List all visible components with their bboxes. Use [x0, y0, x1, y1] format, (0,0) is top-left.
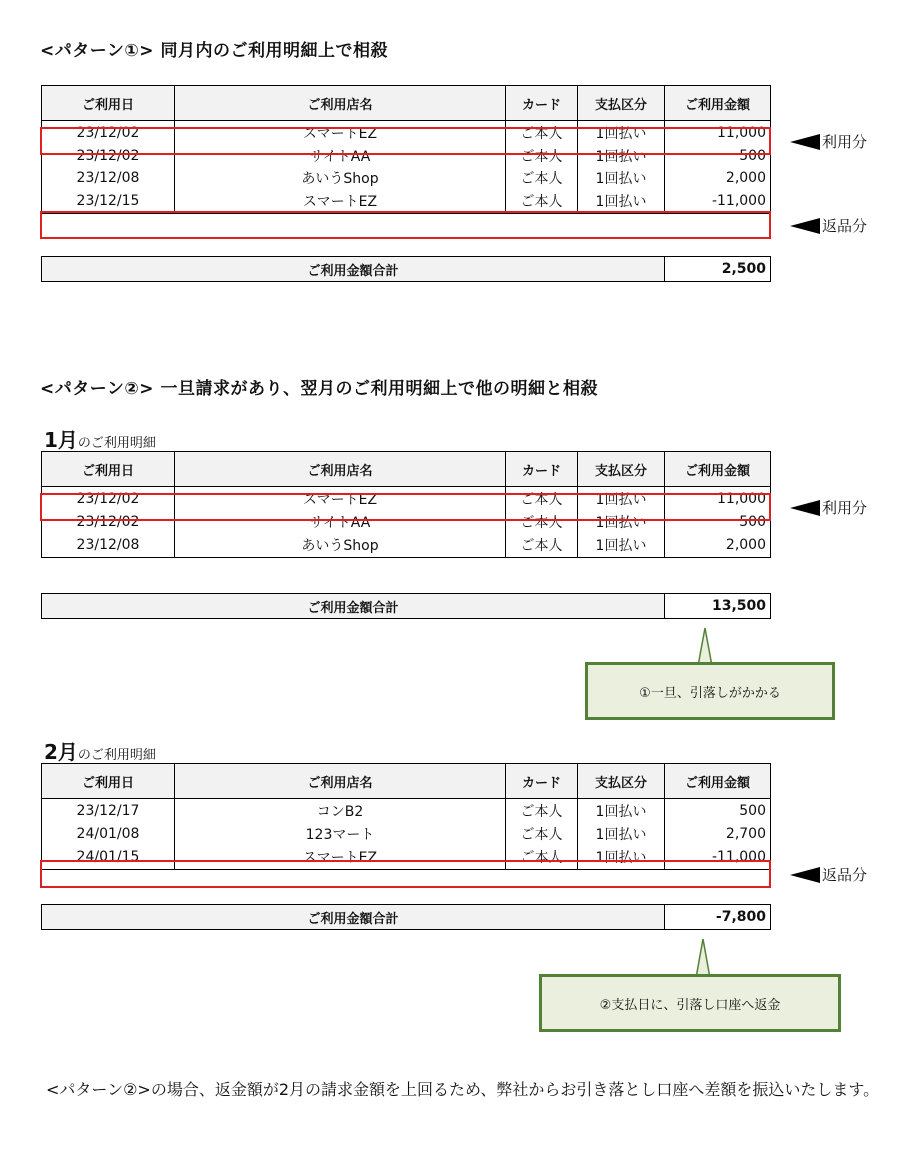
cell-store: 123マート [175, 823, 506, 845]
column-header-card: カード [506, 86, 578, 121]
pattern2-heading: <パターン②> 一旦請求があり、翌月のご利用明細上で他の明細と相殺 [40, 379, 598, 399]
table-row [42, 145, 771, 167]
total-value: 13,500 [665, 594, 771, 619]
highlight-return-row [40, 211, 771, 239]
table-row [42, 189, 771, 214]
cell-card: ご本人 [506, 487, 578, 512]
pattern1-statement-table [41, 85, 771, 214]
footer-note: <パターン②>の場合、返金額が2月の請求金額を上回るため、弊社からお引き落とし口座へ差額を振込いたします。 [46, 1080, 880, 1099]
table-row [42, 845, 771, 870]
column-header-date: ご利用日 [42, 764, 175, 799]
table-row [42, 121, 771, 146]
table-row [42, 799, 771, 824]
total-label: ご利用金額合計 [42, 594, 665, 619]
column-header-date: ご利用日 [42, 452, 175, 487]
cell-store: スマートEZ [175, 487, 506, 512]
left-arrow-icon [790, 134, 820, 150]
cell-store: あいうShop [175, 533, 506, 558]
feb-callout-box [539, 974, 841, 1032]
cell-date: 23/12/08 [42, 167, 175, 189]
table-row [42, 487, 771, 512]
cell-card: ご本人 [506, 823, 578, 845]
feb-title-suffix: のご利用明細 [77, 748, 156, 763]
jan-statement-title [44, 424, 156, 453]
cell-amount: 11,000 [665, 487, 771, 512]
column-header-store: ご利用店名 [175, 452, 506, 487]
cell-payment: 1回払い [578, 121, 665, 146]
feb-statement-title [44, 736, 156, 765]
cell-amount: -11,000 [665, 845, 771, 870]
jan-title-suffix: のご利用明細 [77, 436, 156, 451]
cell-date: 23/12/02 [42, 511, 175, 533]
column-header-store: ご利用店名 [175, 86, 506, 121]
cell-date: 24/01/15 [42, 845, 175, 870]
feb-callout-text: ②支払日に、引落し口座へ返金 [599, 997, 781, 1013]
use-marker [790, 497, 867, 518]
column-header-payment: 支払区分 [578, 86, 665, 121]
cell-payment: 1回払い [578, 511, 665, 533]
callout-pointer-icon [688, 938, 718, 978]
table-row [42, 533, 771, 558]
table-header-row [42, 764, 771, 799]
column-header-amount: ご利用金額 [665, 452, 771, 487]
return-marker [790, 864, 867, 885]
column-header-store: ご利用店名 [175, 764, 506, 799]
column-header-payment: 支払区分 [578, 452, 665, 487]
table-row [42, 511, 771, 533]
jan-callout-box [585, 662, 835, 720]
return-marker-label: 返品分 [822, 866, 868, 884]
cell-store: スマートEZ [175, 189, 506, 214]
cell-card: ご本人 [506, 799, 578, 824]
total-value: -7,800 [665, 905, 771, 930]
cell-payment: 1回払い [578, 145, 665, 167]
feb-statement-table [41, 763, 771, 870]
feb-month-label: 2月 [44, 740, 78, 764]
cell-amount: 11,000 [665, 121, 771, 146]
cell-card: ご本人 [506, 145, 578, 167]
cell-payment: 1回払い [578, 845, 665, 870]
cell-store: サイトAA [175, 511, 506, 533]
pattern1-total-table [41, 256, 771, 282]
jan-month-label: 1月 [44, 428, 78, 452]
column-header-amount: ご利用金額 [665, 764, 771, 799]
column-header-card: カード [506, 764, 578, 799]
cell-payment: 1回払い [578, 487, 665, 512]
cell-card: ご本人 [506, 533, 578, 558]
cell-card: ご本人 [506, 511, 578, 533]
cell-store: サイトAA [175, 145, 506, 167]
cell-amount: -11,000 [665, 189, 771, 214]
return-marker-label: 返品分 [822, 217, 868, 235]
cell-store: コンB2 [175, 799, 506, 824]
table-header-row [42, 452, 771, 487]
cell-card: ご本人 [506, 189, 578, 214]
table-row [42, 167, 771, 189]
use-marker-label: 利用分 [822, 133, 868, 151]
cell-amount: 2,000 [665, 533, 771, 558]
pattern1-heading: <パターン①> 同月内のご利用明細上で相殺 [40, 41, 388, 61]
cell-date: 23/12/17 [42, 799, 175, 824]
cell-amount: 2,000 [665, 167, 771, 189]
total-label: ご利用金額合計 [42, 905, 665, 930]
cell-amount: 500 [665, 145, 771, 167]
cell-amount: 500 [665, 799, 771, 824]
feb-total-table [41, 904, 771, 930]
cell-amount: 2,700 [665, 823, 771, 845]
left-arrow-icon [790, 218, 820, 234]
callout-pointer-icon [690, 627, 720, 666]
cell-store: スマートEZ [175, 121, 506, 146]
table-row [42, 823, 771, 845]
jan-statement-table [41, 451, 771, 558]
cell-date: 23/12/15 [42, 189, 175, 214]
cell-payment: 1回払い [578, 189, 665, 214]
left-arrow-icon [790, 500, 820, 516]
cell-card: ご本人 [506, 167, 578, 189]
cell-store: あいうShop [175, 167, 506, 189]
cell-date: 23/12/02 [42, 145, 175, 167]
column-header-amount: ご利用金額 [665, 86, 771, 121]
column-header-payment: 支払区分 [578, 764, 665, 799]
cell-payment: 1回払い [578, 799, 665, 824]
jan-total-table [41, 593, 771, 619]
column-header-card: カード [506, 452, 578, 487]
cell-date: 24/01/08 [42, 823, 175, 845]
use-marker [790, 131, 867, 152]
cell-date: 23/12/02 [42, 487, 175, 512]
cell-card: ご本人 [506, 845, 578, 870]
cell-payment: 1回払い [578, 823, 665, 845]
cell-date: 23/12/08 [42, 533, 175, 558]
column-header-date: ご利用日 [42, 86, 175, 121]
cell-payment: 1回払い [578, 533, 665, 558]
total-label: ご利用金額合計 [42, 257, 665, 282]
cell-store: スマートEZ [175, 845, 506, 870]
total-value: 2,500 [665, 257, 771, 282]
table-header-row [42, 86, 771, 121]
return-marker [790, 215, 867, 236]
cell-card: ご本人 [506, 121, 578, 146]
cell-payment: 1回払い [578, 167, 665, 189]
left-arrow-icon [790, 867, 820, 883]
cell-amount: 500 [665, 511, 771, 533]
use-marker-label: 利用分 [822, 499, 868, 517]
cell-date: 23/12/02 [42, 121, 175, 146]
jan-callout-text: ①一旦、引落しがかかる [639, 685, 781, 701]
